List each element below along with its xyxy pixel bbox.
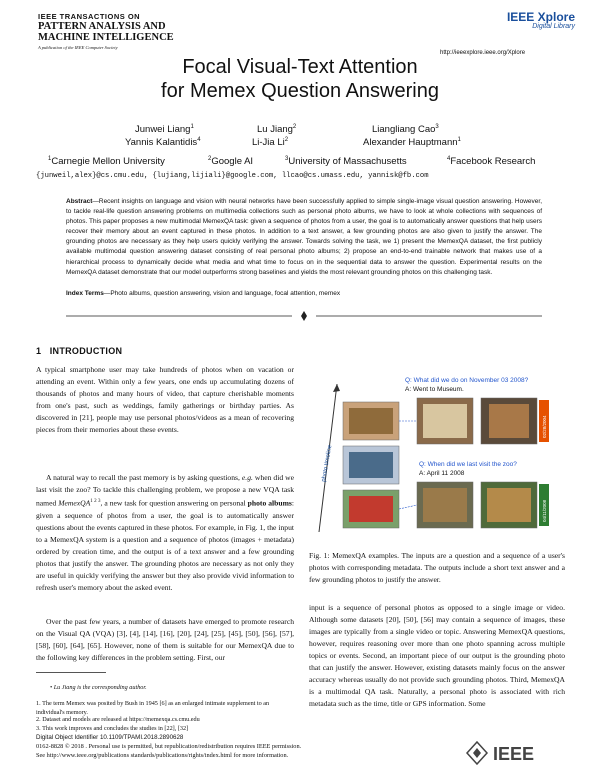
copyright-notice	[36, 742, 301, 760]
grounding-photo-3-content	[423, 488, 467, 522]
ieee-xplore-logo	[455, 10, 575, 30]
affiliation-3: $^3$University of Massachusetts	[285, 156, 407, 168]
abstract-label: Abstract	[66, 198, 93, 205]
timeline-label: photo timeline	[321, 444, 334, 483]
paper-title-line2: for Memex Question Answering	[161, 80, 439, 102]
date-tag-1-text: 02/28/2004	[542, 415, 547, 438]
figure-1-caption: Fig. 1: MemexQA examples. The inputs are a question and a sequence of a user's photos with corresponding metadata. The outputs include a short text answer and a few grounding photos to justify the answer.	[309, 551, 565, 584]
author-3: Liangliang Cao$^3$	[372, 124, 439, 136]
copyright-line2: See http://www.ieee.org/publications standards/publications/rights/index.html for more information.	[36, 752, 289, 759]
affiliation-4: $^4$Facebook Research	[447, 156, 536, 168]
author-1: Junwei Liang$^1$	[135, 124, 194, 136]
footnote-rule	[36, 672, 106, 673]
figure-1-graphic	[309, 372, 565, 542]
right-column-paragraph: input is a sequence of personal photos as opposed to a single image or video. Although some datasets [20], [50], [56] may contain a sequence of images, these images are typically from a single video or topic. Answering MemexQA questions, however, requires reasoning over more than one photo spanning across multiple topics or events. Second, an important piece of our output is the grounding photo that can justify the answer. However, existing datasets mainly focus on the answer accuracy whereas usually do not provide such grounding photos. Third, MemexQA is a multimodal QA task. Naturally, a personal photo is associated with rich metadata such as the time, title or GPS information. Some	[309, 603, 565, 708]
abstract	[66, 197, 542, 278]
author-4: Yannis Kalantidis$^4$	[125, 137, 201, 149]
author-2: Lu Jiang$^2$	[257, 124, 297, 136]
footnote-2: 2. Dataset and models are released at https://memexqa.cs.cmu.edu	[36, 716, 200, 723]
figure-answer-2: A: April 11 2008	[419, 470, 465, 477]
index-terms-label: Index Terms	[66, 290, 104, 297]
section-heading-introduction: 1 INTRODUCTION	[36, 346, 123, 356]
journal-name-line1: IEEE TRANSACTIONS ON	[38, 12, 141, 21]
journal-name-line2: PATTERN ANALYSIS AND	[38, 21, 166, 32]
xplore-brand: IEEE Xplore	[506, 10, 575, 24]
connector-2	[399, 505, 417, 509]
figure-question-1: Q: What did we do on November 03 2008?	[405, 377, 529, 384]
affiliation-2: $^2$Google AI	[208, 156, 254, 168]
photo-2-content	[349, 452, 393, 478]
abstract-text: —Recent insights on language and vision with neural networks have been successfully applied to simple single-image visual question answering. However, to tackle real-life question answering problems on multimedia collections such as personal photo albums, we have to look at whole collections with sequences of photos. This paper proposes a new multimodal MemexQA task: given a sequence of photos from a user, the goal is to automatically answer questions that help users recover their memory about an event captured in these photos. In addition to a text answer, a few grounding photos are also given to justify the answer. The grounding photos are necessary as they help users quickly verifying the answer. Towards solving the task, we 1) present the MemexQA dataset, the first publicly available multimodal question answering dataset consisting of real personal photo albums; 2) propose an end-to-end trainable network that makes use of a hierarchical process to dynamically decide what media and what time to focus on in the sequential data to answer the question. Experimental results on the MemexQA dataset demonstrate that our model outperforms strong baselines and yields the most relevant grounding photos on this challenging task.	[66, 198, 542, 276]
intro-paragraph-2: A natural way to recall the past memory is by asking questions, e.g. when did we last visit the zoo? To tackle this challenging problem, we propose a new VQA task named MemexQA$^{1 2 3}$, a new task for question answering on personal photo albums: given a sequence of photos from a user, the goal is to automatically answer questions about the events captured in these photos. For example, in Fig. 1, the input to a MemexQA system is a question and a sequence of photos (images + metadata) ordered by creation time, and the output is of a text answer and a few grounding photos that justify the answer. The grounding photos are necessary as not only they are useful in quickly verifying the answer but they also provide vivid information to refresh user's memory about the asked event.	[36, 473, 295, 592]
xplore-tagline: Digital Library	[532, 23, 575, 30]
figure-answer-1: A: Went to Museum.	[405, 386, 464, 393]
journal-publisher: A publication of the IEEE Computer Society	[38, 45, 118, 50]
footnote-1: 1. The term Memex was posited by Bush in 1945 [6] as an enlarged intimate supplement to an individual's memory.	[36, 700, 270, 716]
journal-name-line3: MACHINE INTELLIGENCE	[38, 32, 174, 43]
author-emails: {junweil,alex}@cs.cmu.edu, {lujiang,lijiali}@google.com, llcao@cs.umass.edu, yannisk@fb.com	[36, 172, 429, 180]
xplore-url-link[interactable]: http://ieeexplore.ieee.org/Xplore	[440, 50, 526, 56]
author-5: Li-Jia Li$^2$	[252, 137, 289, 149]
figure-question-2: Q: When did we last visit the zoo?	[419, 461, 517, 468]
date-tag-2-text: 04/11/2008	[542, 499, 547, 522]
grounding-photo-1-content	[423, 404, 467, 438]
grounding-photo-4-content	[487, 488, 531, 522]
section-divider	[66, 310, 542, 322]
figure-1	[309, 372, 565, 542]
ieee-logo-text: IEEE	[493, 744, 535, 764]
photo-1-content	[349, 408, 393, 434]
paper-title-line1: Focal Visual-Text Attention	[182, 56, 418, 78]
author-6: Alexander Hauptmann$^1$	[363, 137, 461, 149]
ieee-logo	[465, 740, 565, 771]
footnote-corresponding: • Lu Jiang is the corresponding author.	[50, 684, 147, 691]
ieee-diamond-icon	[465, 740, 565, 766]
intro-paragraph-3: Over the past few years, a number of datasets have emerged to promote research on the Visual QA (VQA) [3], [4], [14], [16], [20], [24], [25], [45], [50], [56], [57], [58], [60], [64], [65]. However, none of them is suitable for our MemexQA due to the following key differences in the problem setting. First, our	[36, 617, 294, 662]
intro-paragraph-1: A typical smartphone user may take hundreds of photos when on vacation or attending an event. Within only a few years, one ends up accumulating dozens of thousands of photos and many hours of video, that capture cherishable moments from one's past, such as weddings, family gatherings or birthday parties. As discovered in [21], people may use personal photos/videos as a mean of recovering pieces from their memories about these events.	[36, 365, 294, 434]
affiliation-1: $^1$Carnegie Mellon University	[48, 156, 165, 168]
footnote-3: 3. This work improves and concludes the studies in [22], [32]	[36, 725, 189, 732]
index-terms-text: —Photo albums, question answering, vision and language, focal attention, memex	[103, 290, 341, 297]
copyright-line1: 0162-8828 © 2018 . Personal use is permitted, but republication/redistribution requires IEEE permission.	[36, 743, 302, 750]
index-terms	[66, 289, 542, 299]
photo-3-content	[349, 496, 393, 522]
doi: Digital Object Identifier 10.1109/TPAMI.2018.2890628	[36, 734, 184, 741]
grounding-photo-2-content	[489, 404, 529, 438]
journal-name	[38, 21, 174, 43]
